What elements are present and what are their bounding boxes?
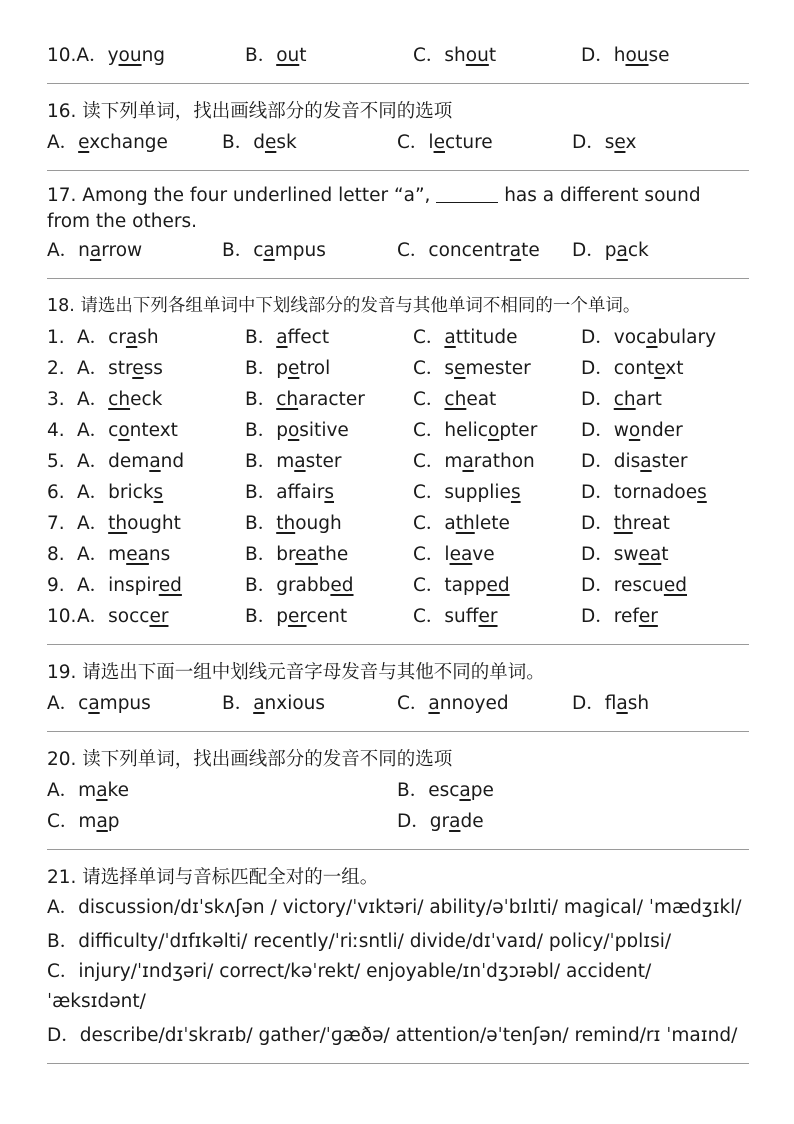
option-a: 3. A．check	[47, 384, 245, 415]
divider	[47, 731, 749, 732]
option-d: D．flash	[572, 693, 650, 714]
q18-row	[47, 477, 749, 508]
option-b: B．breathe	[245, 544, 349, 565]
worksheet	[47, 0, 749, 1076]
q21-stem: 21. 请选择单词与音标匹配全对的一组。	[47, 867, 379, 888]
option-d: D．sex	[572, 132, 637, 153]
option-d: D．rescued	[581, 575, 687, 596]
option-d: D．context	[581, 358, 684, 379]
divider	[47, 83, 749, 84]
row-number: 2.	[47, 358, 65, 379]
option-b: B．character	[245, 389, 365, 410]
divider	[47, 278, 749, 279]
q18-row	[47, 570, 749, 601]
q20-options-row1	[47, 775, 749, 806]
row-number: 5.	[47, 451, 65, 472]
option-a: 9. A．inspired	[47, 570, 245, 601]
option-a: 5. A．demand	[47, 446, 245, 477]
q18-row	[47, 539, 749, 570]
option-c: C．map	[47, 811, 120, 832]
option-c: C．shout	[413, 45, 497, 66]
row-number: 7.	[47, 513, 65, 534]
option-b: B．percent	[245, 606, 348, 627]
option-a: A．exchange	[47, 132, 168, 153]
q18-row	[47, 415, 749, 446]
row-number: 9.	[47, 575, 65, 596]
option-c: C．marathon	[413, 451, 535, 472]
q18-rows	[47, 322, 749, 632]
q19-stem: 19. 请选出下面一组中划线元音字母发音与其他不同的单词。	[47, 662, 545, 683]
option-c: C．supplies	[413, 482, 521, 503]
q21-option-b: B．difficulty/ˈdɪfɪkəlti/ recently/ˈriːsntli/ divide/dɪˈvaɪd/ policy/ˈpɒlɪsi/	[47, 931, 672, 952]
option-d: D．house	[581, 45, 670, 66]
option-c: C．leave	[413, 544, 495, 565]
option-d: D．grade	[397, 811, 484, 832]
row-number: 6.	[47, 482, 65, 503]
option-b: B．desk	[222, 132, 297, 153]
option-c: C．helicopter	[413, 420, 538, 441]
option-a: A．narrow	[47, 240, 143, 261]
option-d: D．tornadoes	[581, 482, 707, 503]
q10-top-options	[47, 40, 749, 71]
option-a: A．campus	[47, 693, 151, 714]
option-a: 6. A．bricks	[47, 477, 245, 508]
option-d: D．threat	[581, 513, 670, 534]
q17-stem: 17. Among the four underlined letter “a”, has a different sound from the others.	[47, 185, 701, 232]
option-b: B．petrol	[245, 358, 331, 379]
option-d: D．disaster	[581, 451, 688, 472]
option-b: B．campus	[222, 240, 326, 261]
q20-stem: 20. 读下列单词，找出画线部分的发音不同的选项	[47, 749, 453, 770]
option-b: B．grabbed	[245, 575, 354, 596]
option-b: B．escape	[397, 780, 494, 801]
option-c: C．lecture	[397, 132, 493, 153]
q18-row	[47, 508, 749, 539]
option-a: 1. A．crash	[47, 322, 245, 353]
option-b: B．anxious	[222, 693, 326, 714]
option-a: 8. A．means	[47, 539, 245, 570]
q18-row	[47, 446, 749, 477]
q16-stem: 16. 读下列单词，找出画线部分的发音不同的选项	[47, 101, 453, 122]
option-d: D．pack	[572, 240, 649, 261]
q18-stem: 18. 请选出下列各组单词中下划线部分的发音与其他单词不相同的一个单词。	[47, 296, 641, 316]
option-b: B．positive	[245, 420, 349, 441]
option-a: 10.A．young	[47, 45, 166, 66]
option-c: C．concentrate	[397, 240, 540, 261]
option-d: D．sweat	[581, 544, 669, 565]
option-a: A．make	[47, 780, 129, 801]
q21-option-d: D．describe/dɪˈskraɪb/ gather/ˈɡæðə/ attention/əˈtenʃən/ remind/rɪ ˈmaɪnd/	[47, 1025, 738, 1046]
row-number: 1.	[47, 327, 65, 348]
option-a: 10.A．soccer	[47, 601, 245, 632]
option-c: C．attitude	[413, 327, 518, 348]
option-d: D．refer	[581, 606, 658, 627]
q19-options	[47, 688, 749, 719]
option-a: 7. A．thought	[47, 508, 245, 539]
option-b: B．though	[245, 513, 342, 534]
option-a: 4. A．context	[47, 415, 245, 446]
option-d: D．vocabulary	[581, 327, 717, 348]
q18-row	[47, 353, 749, 384]
row-number: 8.	[47, 544, 65, 565]
row-number: 3.	[47, 389, 65, 410]
q20-options-row2	[47, 806, 749, 837]
divider	[47, 849, 749, 850]
option-c: C．tapped	[413, 575, 510, 596]
option-b: B．affect	[245, 327, 330, 348]
q17-options	[47, 235, 749, 266]
option-c: C．suffer	[413, 606, 498, 627]
divider	[47, 644, 749, 645]
option-d: D．wonder	[581, 420, 683, 441]
q16-options	[47, 127, 749, 158]
option-c: C．cheat	[413, 389, 497, 410]
row-number: 4.	[47, 420, 65, 441]
answer-blank	[436, 184, 498, 203]
option-b: B．out	[245, 45, 307, 66]
q18-row	[47, 322, 749, 353]
option-b: B．master	[245, 451, 342, 472]
option-c: C．semester	[413, 358, 531, 379]
option-a: 2. A．stress	[47, 353, 245, 384]
q21-option-a: A．discussion/dɪˈskʌʃən / victory/ˈvɪktəri/ ability/əˈbɪlɪti/ magical/ ˈmædʒɪkl/	[47, 897, 742, 918]
option-c: C．athlete	[413, 513, 510, 534]
divider	[47, 170, 749, 171]
q21-option-c: C．injury/ˈɪndʒəri/ correct/kəˈrekt/ enjoyable/ɪnˈdʒɔɪəbl/ accident/ ˈæksɪdənt/	[47, 961, 652, 1012]
option-b: B．affairs	[245, 482, 335, 503]
q18-row	[47, 601, 749, 632]
option-d: D．chart	[581, 389, 662, 410]
q18-row	[47, 384, 749, 415]
option-c: C．annoyed	[397, 693, 509, 714]
divider	[47, 1063, 749, 1064]
row-number: 10.	[47, 606, 77, 627]
